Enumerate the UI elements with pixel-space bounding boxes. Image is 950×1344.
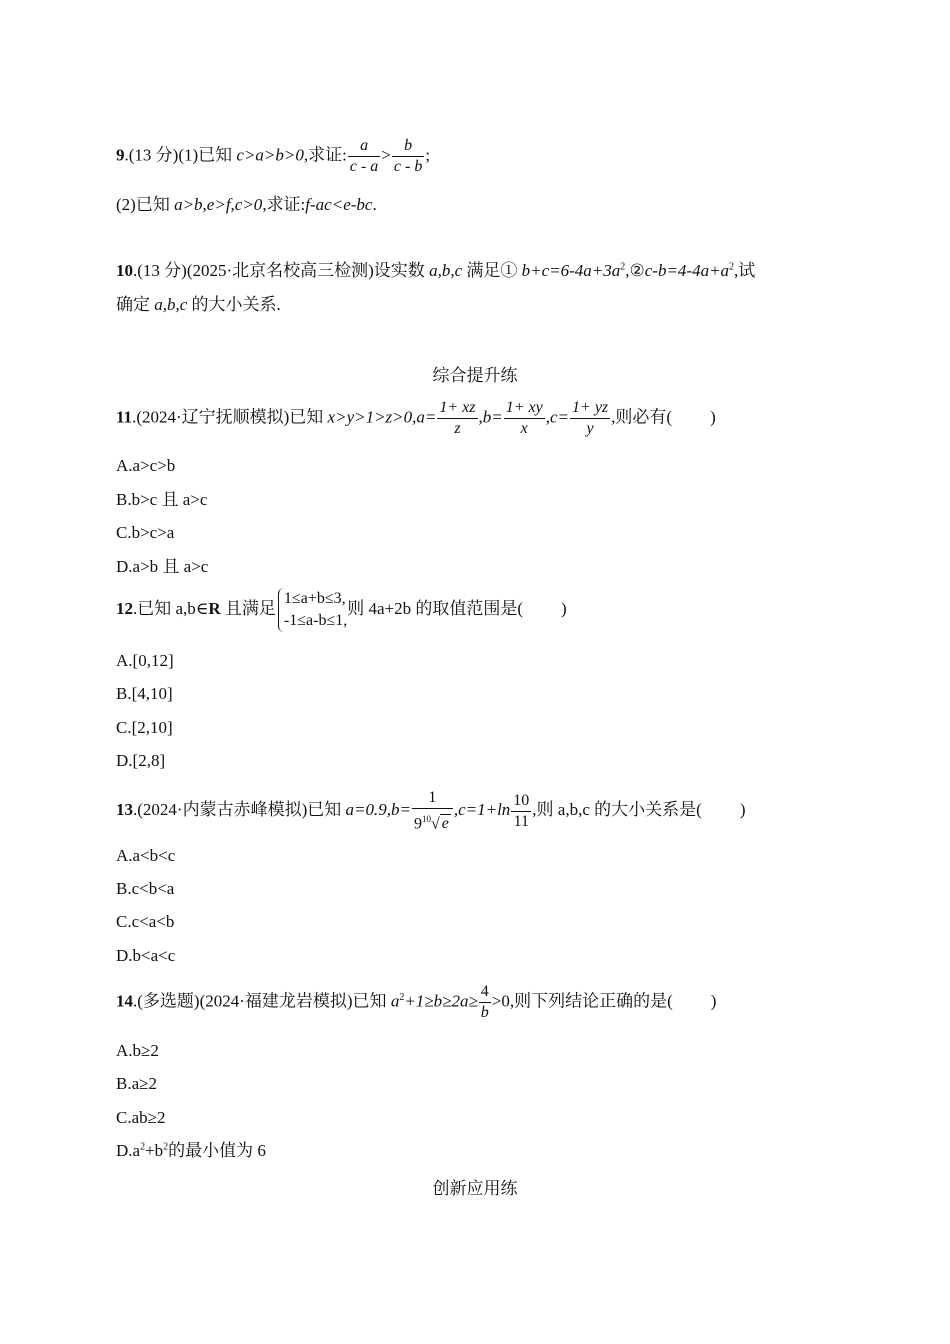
q10-equation-1: b+c=6-4a+3a (521, 261, 621, 280)
q14-number: 14 (116, 991, 133, 1011)
q12-option-d: D.[2,8] (116, 751, 166, 770)
section-heading-innovation: 创新应用练 (432, 1179, 518, 1199)
q9-number: 9 (116, 145, 125, 165)
q9-claim-2: f-ac<e-bc (305, 195, 373, 214)
q11-fraction-a: $\frac{1+ xz}{z}$ (439, 399, 476, 437)
q10-equation-2: c-b=4-4a+a (644, 261, 730, 280)
q11-option-d: D.a>b 且 a>c (116, 557, 209, 576)
q12-option-c: C.[2,10] (116, 718, 173, 737)
q12-reals-symbol: R (208, 598, 221, 618)
q11-option-a: A.a>c>b (116, 456, 176, 475)
q9-line2: (2)已知 a>b,e>f,c>0,求证:f-ac<e-bc. (116, 195, 377, 214)
q12-stem: 12.已知 a,b∈R 且满足 1≤a+b≤3, -1≤a-b≤1, 则 4a+2b 的取值范围是( ) (116, 588, 567, 632)
q14-option-b: B.a≥2 (116, 1074, 157, 1093)
q9-condition-2: a>b,e>f,c>0 (174, 195, 263, 214)
q12-option-b: B.[4,10] (116, 684, 173, 703)
q11-option-c: C.b>c>a (116, 523, 175, 542)
q9-prove-label: ,求证: (303, 145, 347, 165)
q13-option-c: C.c<a<b (116, 912, 175, 931)
q13-fraction-c: $\frac{10}{11}$ (513, 791, 530, 830)
q11-fraction-b: $\frac{1+ xy}{x}$ (505, 399, 543, 437)
q13-stem: 13.(2024·内蒙古赤峰模拟)已知 a=0.9,b= $\frac{1}{9^{10}√ e}$ ,c=1+ln $\frac{10}{11}$ ,则 a,b,c 的大小关系是( ) (116, 789, 746, 833)
q9-line1: 9.(13 分)(1)已知 c>a>b>0,求证: $\frac{a}{c - a}$ > $\frac{b}{c - b}$ ; (116, 137, 431, 175)
section-heading-comprehensive: 综合提升练 (432, 366, 518, 386)
q11-fraction-c: $\frac{1+ yz}{y}$ (572, 399, 609, 437)
q14-option-d: $D.a^2+b^2$的最小值为 6 (116, 1141, 266, 1160)
q14-option-c: C.ab≥2 (116, 1108, 166, 1127)
q11-stem: 11.(2024·辽宁抚顺模拟)已知 x>y>1>z>0,a= $\frac{1+ xz}{z}$ ,b= $\frac{1+ xy}{x}$ ,c= $\frac{1+ yz}{y}$ ,则必有( ) (116, 399, 716, 437)
q9-fraction-2: $\frac{b}{c - b}$ (393, 137, 423, 175)
q10-line1: 10.(13 分)(2025·北京名校高三检测)设实数 a,b,c 满足① $b+c=6-4a+3a^2,②c-b=4-4a+a^2$,试 (116, 261, 756, 280)
q9-fraction-1: $\frac{a}{c - a}$ (349, 137, 379, 175)
q9-prefix: .(13 分)(1)已知 (124, 145, 237, 165)
q14-stem: 14.(多选题)(2024·福建龙岩模拟)已知 $a^2+1\ge b\ge 2a\ge$ $\frac{4}{b}$ >0,则下列结论正确的是( ) (116, 983, 717, 1021)
q13-root: $^{10}$√ e (421, 814, 449, 833)
q13-number: 13 (116, 800, 133, 820)
q12-number: 12 (116, 598, 133, 618)
q11-number: 11 (116, 407, 133, 427)
q9-condition: c>a>b>0 (236, 145, 304, 165)
q11-option-b: B.b>c 且 a>c (116, 490, 208, 509)
q10-line2: 确定 a,b,c 的大小关系. (116, 295, 281, 314)
q12-option-a: A.[0,12] (116, 651, 174, 670)
q13-option-b: B.c<b<a (116, 879, 175, 898)
q14-fraction: $\frac{4}{b}$ (480, 983, 489, 1021)
q9-gt: > (381, 145, 391, 165)
q14-option-a: A.b≥2 (116, 1041, 159, 1060)
q10-number: 10 (116, 261, 133, 280)
q13-fraction-b: $\frac{1}{9^{10}√ e}$ (412, 788, 453, 834)
q13-option-a: A.a<b<c (116, 846, 176, 865)
q12-inequality-system: 1≤a+b≤3, -1≤a-b≤1, (278, 588, 347, 632)
q13-option-d: D.b<a<c (116, 946, 176, 965)
